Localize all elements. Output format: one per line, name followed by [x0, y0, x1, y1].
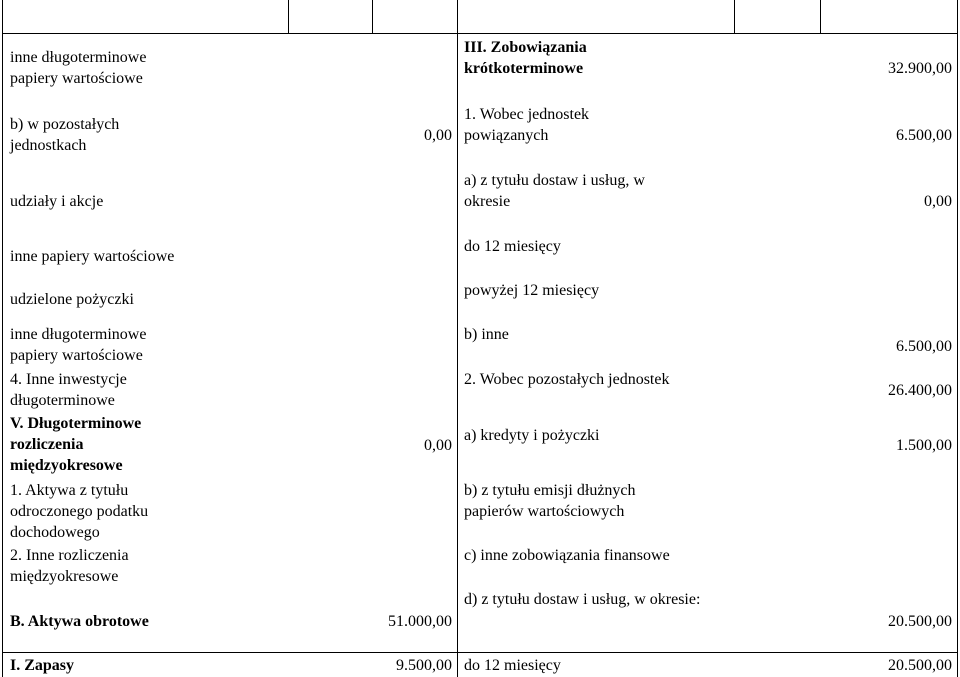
row-value: 32.900,00	[888, 60, 952, 77]
row-label: 1. Wobec jednostek powiązanych	[464, 106, 590, 144]
row-value: 0,00	[424, 127, 452, 144]
row-value: 0,00	[424, 437, 452, 454]
row-label: do 12 miesięcy	[464, 657, 561, 674]
row-value: 6.500,00	[896, 127, 952, 144]
row-value: 0,00	[924, 193, 952, 210]
grid-line	[2, 33, 958, 34]
row-value: 20.500,00	[888, 613, 952, 630]
row-label: b) w pozostałych jednostkach	[10, 116, 120, 154]
row-label: I. Zapasy	[10, 657, 75, 674]
row-label: udziały i akcje	[10, 193, 104, 210]
row-value: 51.000,00	[388, 613, 452, 630]
grid-line	[372, 0, 373, 33]
row-value: 9.500,00	[396, 657, 452, 674]
grid-line	[2, 0, 3, 677]
row-label: d) z tytułu dostaw i usług, w okresie:	[464, 591, 701, 608]
row-value: 1.500,00	[896, 437, 952, 454]
grid-line	[957, 0, 958, 677]
row-label: a) z tytułu dostaw i usług, w okresie	[464, 172, 645, 210]
row-label: 2. Inne rozliczenia międzyokresowe	[10, 547, 129, 585]
grid-line	[288, 0, 289, 33]
row-label: B. Aktywa obrotowe	[10, 613, 149, 630]
row-label: III. Zobowiązania krótkoterminowe	[464, 39, 587, 77]
row-label: inne papiery wartościowe	[10, 248, 175, 265]
row-label: 4. Inne inwestycje długoterminowe	[10, 371, 127, 409]
row-label: b) inne	[464, 326, 509, 343]
row-label: 2. Wobec pozostałych jednostek	[464, 371, 670, 388]
row-label: V. Długoterminowe rozliczenia międzyokresowe	[10, 415, 142, 474]
row-value: 26.400,00	[888, 382, 952, 399]
row-label: udzielone pożyczki	[10, 291, 134, 308]
row-label: a) kredyty i pożyczki	[464, 427, 600, 444]
row-label: inne długoterminowe papiery wartościowe	[10, 49, 147, 87]
row-value: 20.500,00	[888, 657, 952, 674]
row-label: inne długoterminowe papiery wartościowe	[10, 326, 147, 364]
row-label: 1. Aktywa z tytułu odroczonego podatku dochodowego	[10, 482, 149, 541]
row-value: 6.500,00	[896, 338, 952, 355]
row-label: b) z tytułu emisji dłużnych papierów wartościowych	[464, 482, 636, 520]
row-label: do 12 miesięcy	[464, 238, 561, 255]
grid-line	[457, 0, 458, 677]
grid-line	[820, 0, 821, 33]
row-label: powyżej 12 miesięcy	[464, 282, 600, 299]
row-label: c) inne zobowiązania finansowe	[464, 547, 670, 564]
grid-line	[734, 0, 735, 33]
grid-line	[2, 652, 958, 653]
